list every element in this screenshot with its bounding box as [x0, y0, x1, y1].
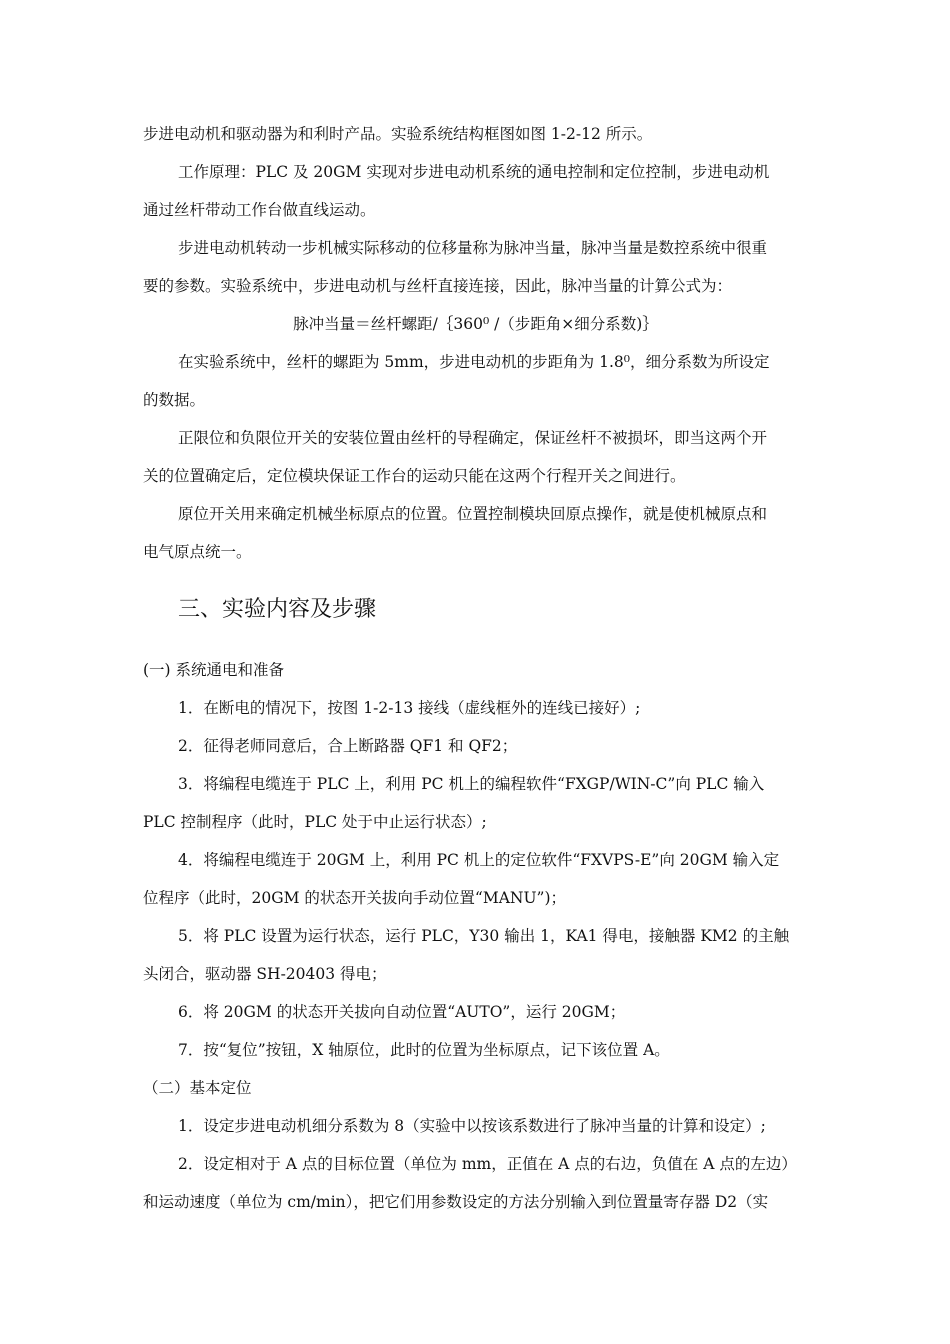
paragraph-line: 通过丝杆带动工作台做直线运动。 [143, 201, 376, 219]
paragraph-line: 电气原点统一。 [143, 543, 252, 561]
subsection-title: （二）基本定位 [143, 1079, 252, 1097]
formula-line: 脉冲当量＝丝杆螺距/｛360⁰ /（步距角×细分系数)｝ [293, 315, 658, 333]
paragraph-line: 在实验系统中，丝杆的螺距为 5mm，步进电动机的步距角为 1.8⁰，细分系数为所设定 [178, 353, 770, 371]
step-line: 头闭合，驱动器 SH-20403 得电； [143, 965, 387, 983]
paragraph-line: 要的参数。实验系统中，步进电动机与丝杆直接连接，因此，脉冲当量的计算公式为： [143, 277, 733, 295]
step-line: 6．将 20GM 的状态开关拔向自动位置“AUTO”，运行 20GM； [178, 1003, 626, 1021]
step-line: 3．将编程电缆连于 PLC 上，利用 PC 机上的编程软件“FXGP/WIN-C”向 PLC 输入 [178, 775, 765, 793]
paragraph-line: 的数据。 [143, 391, 206, 409]
step-line: 7．按“复位”按钮，X 轴原位，此时的位置为坐标原点，记下该位置 A。 [178, 1041, 670, 1059]
section-heading: 三、实验内容及步骤 [178, 597, 377, 622]
step-line: 2．设定相对于 A 点的目标位置（单位为 mm，正值在 A 点的右边，负值在 A 点的左边） [178, 1155, 797, 1173]
paragraph-line: 原位开关用来确定机械坐标原点的位置。位置控制模块回原点操作，就是使机械原点和 [178, 505, 768, 523]
paragraph-line: 正限位和负限位开关的安装位置由丝杆的导程确定，保证丝杆不被损坏，即当这两个开 [178, 429, 768, 447]
step-line: 4．将编程电缆连于 20GM 上，利用 PC 机上的定位软件“FXVPS-E”向 20GM 输入定 [178, 851, 780, 869]
step-line: 位程序（此时，20GM 的状态开关拔向手动位置“MANU”)； [143, 889, 566, 907]
step-line: 5．将 PLC 设置为运行状态，运行 PLC，Y30 输出 1，KA1 得电，接触器 KM2 的主触 [178, 927, 790, 945]
subsection-title: (一) 系统通电和准备 [143, 661, 285, 679]
step-line: 1．在断电的情况下，按图 1-2-13 接线（虚线框外的连线已接好）; [178, 699, 641, 717]
step-line: 和运动速度（单位为 cm/min），把它们用参数设定的方法分别输入到位置量寄存器 D2（实 [143, 1193, 769, 1211]
step-line: 1．设定步进电动机细分系数为 8（实验中以按该系数进行了脉冲当量的计算和设定）; [178, 1117, 766, 1135]
paragraph-line: 工作原理：PLC 及 20GM 实现对步进电动机系统的通电控制和定位控制，步进电动机 [178, 163, 770, 181]
paragraph-line: 步进电动机转动一步机械实际移动的位移量称为脉冲当量，脉冲当量是数控系统中很重 [178, 239, 768, 257]
paragraph-line: 步进电动机和驱动器为和利时产品。实验系统结构框图如图 1-2-12 所示。 [143, 125, 653, 143]
step-line: PLC 控制程序（此时，PLC 处于中止运行状态）; [143, 813, 487, 831]
paragraph-line: 关的位置确定后，定位模块保证工作台的运动只能在这两个行程开关之间进行。 [143, 467, 686, 485]
step-line: 2．征得老师同意后，合上断路器 QF1 和 QF2； [178, 737, 518, 755]
